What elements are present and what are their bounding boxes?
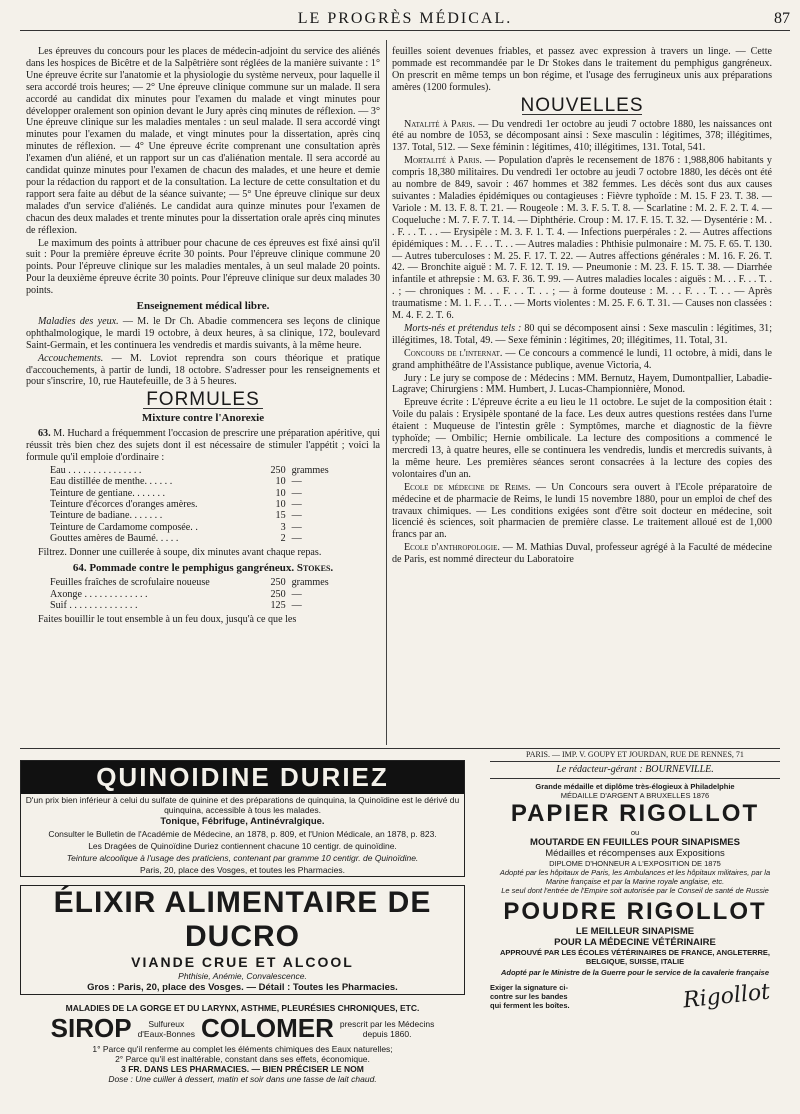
ad-word: prescrit par les Médecins [339,1018,435,1029]
ad-line: Paris, 20, place des Vosges, et toutes les Pharmacies. [139,865,346,875]
recipe-qty: 10 [275,487,286,499]
recipe-qty: 15 [275,510,286,522]
formules-heading: FORMULES [146,389,260,411]
recipe-ing: Feuilles fraîches de scrofulaire noueuse [50,577,210,589]
ad-line: D'un prix bien inférieur à celui du sulfate de quinine et des préparations de quinquina, la Quinoïdine est le dérivé du quinquina, accessible à tous les malades. [25,795,460,815]
recipe-qty: 2 [280,533,286,545]
ad-line: Teinture alcoolique à l'usage des praticiens, contenant par gramme 10 centigr. de Quinoïdine. [66,853,419,863]
recipe-row [50,600,380,611]
ad-line: Consulter le Bulletin de l'Académie de Médecine, an 1878, p. 809, et l'Union Médicale, an 1878, p. 823. [48,829,437,839]
ad-line: APPROUVÉ PAR LES ÉCOLES VÉTÉRINAIRES DE FRANCE, ANGLETERRE, BELGIQUE, SUISSE, ITALIE [499,948,771,966]
lead: Ecole de médecine de Reims. [404,481,531,493]
ad-line: Adopté par le Ministre de la Guerre pour le service de la cavalerie française [500,968,770,977]
body: 80 qui se décomposent ainsi : Sexe masculin : légitimes, 31; illégitimes, 18. Total, 49. — Sexe féminin : légitimes, 20; illégitimes, 11. Total, 31. [392,322,772,346]
ad-line: MALADIES DE LA GORGE ET DU LARYNX, ASTHME, PLEURÉSIES CHRONIQUES, ETC. [65,1003,420,1013]
ad-sub: VIANDE CRUE ET ALCOOL [131,954,354,970]
ad-line: 1° Parce qu'il renferme au complet les éléments chimiques des Eaux naturelles; [92,1044,393,1054]
recipe-row [50,465,380,476]
recipe-unit: — [291,487,302,499]
recipe-row [50,577,380,588]
body: — M. Loviot reprendra son cours théorique et pratique d'accouchements, à partir de lundi, 18 octobre. S'adresser pour les renseignements et pour s'inscrire, 10, rue Hautefeuille, de 3 à 5 heures. [26,352,380,388]
recipe-qty: 250 [270,588,286,600]
lead: Mortalité à Paris. [404,155,482,167]
imprint: PARIS. — IMP. V. GOUPY ET JOURDAN, RUE DE RENNES, 71 [490,750,780,762]
recipe-qty: 125 [270,600,286,612]
ad-line: Le seul dont l'entrée de l'Empire soit autorisée par le Conseil de santé de Russie [501,886,769,895]
page-number: 87 [774,10,790,27]
formula-title: Mixture contre l'Anorexie [141,412,265,425]
recipe-ing: Teinture de gentiane. . . . . . . [50,487,166,499]
recipe-unit: — [291,510,302,522]
recipe-ing: Eau distillée de menthe. . . . . . [50,476,173,488]
ad-word: depuis 1860. [362,1028,412,1039]
section-heading: Enseignement médical libre. [136,300,270,313]
editor-line: Le rédacteur-gérant : BOURNEVILLE. [490,762,780,779]
recipe-qty: 250 [270,464,286,476]
paragraph: Filtrez. Donner une cuillerée à soupe, dix minutes avant chaque repas. [38,546,322,558]
ad-brand: QUINOIDINE DURIEZ [21,761,464,794]
body: — Ce concours a commencé le lundi, 11 octobre, à midi, dans le grand amphithéâtre de l'Assistance publique, avenue Victoria, 4. [392,347,773,371]
ad-line: Médailles et récompenses aux Expositions [545,848,725,859]
right-column [392,46,772,567]
paragraph [392,323,772,347]
paragraph: Les épreuves du concours pour les places de médecin-adjoint du service des aliénés dans les hospices de Bicêtre et de la Salpêtrière sont réglées de la manière suivante : 1° Une épreuve écrite sur l'anatomie et la physiologie du système nerveux, pour laquelle il sera accordé trois heures; — 2° Une épreuve clinique commune sur un malade. Il sera accordé au candidat dix minutes pour l'examen du malade et vingt minutes pour développer oralement son opinion devant le Jury après cinq minutes de réflexion. — 3° Une épreuve clinique sur les maladies mentales : un seul malade. Il sera accordé vingt minutes pour l'examen du malade, et vingt minutes pour la dissertation, après cinq minutes de réflexion. — 4° Une épreuve écrite comprenant une consultation après l'examen d'un aliéné, et un rapport sur un cas d'aliénation mentale. Il sera accordé au candidat quinze minutes pour l'examen de chacun des malades, et une heure et demie pour la rédaction du rapport et de la consultation. La lecture de cette consultation et du rapport sera faite au début de la séance suivante; — 5° Une épreuve clinique sur deux malades d'un service d'aliénés. Le candidat aura quinze minutes pour l'examen de chacun des deux malades et trente minutes pour la dissertation orale après cinq minutes de réflexion. [26,46,380,236]
lead: Morts-nés et prétendus tels : [404,322,522,334]
recipe-ing: Teinture de badiane. . . . . . . [50,510,163,522]
ad-brand: SIROP [50,1013,132,1043]
recipe-unit: — [291,600,302,612]
recipe-row [50,499,380,510]
recipe-qty: 250 [270,577,286,589]
author: Stokes. [296,561,334,574]
ads-left [20,760,465,1084]
body: — Population d'après le recensement de 1876 : 1,988,806 habitants y compris 18,380 militaires. Du vendredi 1er octobre au jeudi 7 octobre 1880, les décès ont été au nombre de 849, savoir : 467 hommes et 382 femmes. Les décès sont dus aux causes suivantes : Maladies épidémiques ou contagieuses : Fièvre typhoïde : M. 15. F 23. T. 38. — Variole : M. 13. F. 8. T. 21. — Rougeole : M. 3. F. 5. T. 8. — Scarlatine : M. 2. F. 2. T. 4. — Coqueluche : M. 7. F. 7. T. 14. — Diphthérie. Croup : M. 17. F. 15. T. 32. — Dysentérie : M. . . F. . . T. . . — Erysipèle : M. 3. F. 1. T. 4. — Infections puerpérales : 2. — Autres affections épidémiques : M. . . F. . . T. . . — Autres maladies : Phthisie pulmonaire : M. 75. F. 65. T. 130. — Autres tuberculoses : M. 25. F. 17. T. 22. — Autres affections générales : M. 16. F. 26. T. 42. — Bronchite aiguë : M. 7. F. 12. T. 19. — Pneumonie : M. 23. F. 15. T. 38. — Diarrhée infantile et athrepsie : M. 63. F. 36. T. 99. — Autres maladies locales : aiguës : M. . . F. . . T. . . ; — chroniques : M. . . F. . . T. . . ; — à forme douteuse : M. . . F. . . T. . . — Après traumatisme : M. 1. F. . . T. . . — Morts violentes : M. 25. F. 6. T. 31. — Causes non classées : M. 4. F. 2. T. 6. [392,155,772,322]
ad-elixir [20,885,465,995]
recipe-ing: Eau . . . . . . . . . . . . . . . [50,464,142,476]
lead: Ecole d'anthropologie. [404,542,500,554]
paragraph [392,348,772,372]
ad-brand: ÉLIXIR ALIMENTAIRE DE DUCRO [53,886,432,953]
ad-line: Gros : Paris, 20, place des Vosges. — Détail : Toutes les Pharmacies. [87,982,398,993]
ad-line: 2° Parce qu'il est inaltérable, constant dans ses effets, économique. [115,1054,370,1064]
ad-line: 3 FR. DANS LES PHARMACIES. — BIEN PRÉCISER LE NOM [121,1064,364,1074]
ad-line: Phthisie, Anémie, Convalescence. [178,971,307,981]
recipe-unit: — [291,521,302,533]
ad-brand: POUDRE RIGOLLOT [503,898,767,925]
ad-line: Tonique, Fébrifuge, Antinévralgique. [160,816,325,827]
paragraph [26,428,380,464]
ad-line: Dose : Une cuiller à dessert, matin et soir dans une tasse de lait chaud. [108,1074,377,1084]
nouvelles-heading: NOUVELLES [520,94,644,116]
ad-brand-row [20,1013,465,1044]
lead: Natalité à Paris. [404,118,476,130]
recipe-row [50,533,380,544]
recipe-qty: 10 [275,476,286,488]
ad-line: ou [630,828,640,837]
recipe-qty: 3 [280,521,286,533]
column-divider [386,40,387,745]
lead: Accouchements. [38,352,104,364]
body: — Du vendredi 1er octobre au jeudi 7 octobre 1880, les naissances ont été au nombre de 1053, se décomposant ainsi : Sexe masculin : légitimes, 378; illégitimes, 137. Total, 512. — Sexe féminin : légitimes, 410; illégitimes, 131. Total, 541. [392,118,772,154]
journal-title: LE PROGRÈS MÉDICAL. [297,10,513,27]
title-text: 64. Pommade contre le pemphigus gangréneux. [72,561,295,574]
paragraph [392,155,772,322]
recipe-row [50,476,380,487]
page-header [20,8,790,31]
recipe-ing: Teinture d'écorces d'oranges amères. [50,499,198,511]
recipe-qty: 10 [275,499,286,511]
paragraph [392,482,772,542]
ad-rigollot [490,782,780,1014]
paragraph [392,542,772,566]
paragraph: feuilles soient devenues friables, et passez avec expression à travers un linge. — Cette pommade est recommandée par le Dr Stokes dans le traitement du pemphigus gangréneux. On prescrit en même temps un bon régime, et l'usage des ferrugineux unis aux préparations amères (1200 formules). [392,46,772,93]
recipe-row [50,522,380,533]
recipe-63 [50,465,380,545]
formula-title [26,563,380,575]
paragraph [392,119,772,155]
recipe-64 [50,577,380,611]
ad-line: Adopté par les hôpitaux de Paris, les Ambulances et les hôpitaux militaires, par la Marine française et par la Marine royale anglaise, etc. [499,868,771,886]
paragraph: Jury : Le jury se compose de : Médecins : MM. Bernutz, Hayem, Dumontpallier, Labadie-Lagrave; Chirurgiens : MM. Humbert, J. Lucas-Championnière, Monod. [392,372,772,396]
ad-line: MÉDAILLE D'ARGENT A BRUXELLES 1876 [560,791,710,800]
recipe-row [50,510,380,521]
recipe-row [50,589,380,600]
body: — Un Concours sera ouvert à l'Ecole préparatoire de médecine et de pharmacie de Reims, le lundi 15 novembre 1880, pour un emploi de chef des travaux chimiques. — Les conditions exigées sont d'être soit docteur en médecine, soit licencié ès sciences, soit pharmacien de première classe. Le traitement alloué est de 1,000 francs par an. [392,481,772,541]
paragraph: Faites bouillir le tout ensemble à un feu doux, jusqu'à ce que les [38,613,297,625]
ad-qualifier [138,1019,195,1039]
ad-line: MOUTARDE EN FEUILLES POUR SINAPISMES [530,837,740,848]
ad-word: d'Eaux-Bonnes [137,1028,195,1039]
ad-qualifier [340,1019,434,1039]
signature-row [490,979,780,1014]
ad-line: DIPLOME D'HONNEUR A L'EXPOSITION DE 1875 [549,859,721,868]
recipe-unit: — [291,476,302,488]
ad-word: Sulfureux [148,1018,185,1029]
lead: Maladies des yeux. [38,315,119,327]
ad-brand: COLOMER [200,1013,334,1043]
recipe-unit: — [291,499,302,511]
ad-quinoidine [20,760,465,877]
recipe-ing: Teinture de Cardamome composée. . [50,521,198,533]
left-column [26,46,380,627]
paragraph: Le maximum des points à attribuer pour chacune de ces épreuves est fixé ainsi qu'il suit : Pour la première épreuve écrite 30 points. Pour l'épreuve clinique commune 20 points. Pour l'épreuve clinique sur les maladies mentales, à un seul malade 20 points. Pour la deuxième épreuve écrite 30 points. Pour l'épreuve clinique sur deux malades 30 points. [26,237,380,297]
recipe-unit: grammes [291,577,329,589]
ad-line: Les Dragées de Quinoïdine Duriez contiennent chacune 10 centigr. de quinoïdine. [88,841,397,851]
recipe-ing: Axonge . . . . . . . . . . . . . [50,588,148,600]
paragraph [26,353,380,389]
recipe-unit: grammes [291,464,329,476]
paragraph [26,316,380,352]
ads-right [490,750,780,1014]
recipe-unit: — [291,533,302,545]
ad-line: POUR LA MÉDECINE VÉTÉRINAIRE [554,937,716,948]
body: M. Huchard a fréquemment l'occasion de prescrire une préparation apéritive, qui réussit très bien chez des sujets dont il est nécessaire de stimuler l'appétit ; voici la formule qu'il emploie d'ordinaire : [26,428,380,463]
recipe-row [50,488,380,499]
ad-line: LE MEILLEUR SINAPISME [575,926,695,937]
ad-line: Exiger la signature ci-contre sur les bandes qui ferment les boîtes. [490,983,570,1010]
ads-divider [20,748,780,749]
body: — M. le Dr Ch. Abadie commencera ses leçons de clinique ophthalmologique, le mardi 19 octobre, à deux heures, à sa clinique, 172, boulevard Saint-Germain, et les continuera les vendredis et mardis suivants, à la même heure. [26,315,380,351]
lead: Concours de l'internat. [404,347,503,359]
recipe-ing: Suif . . . . . . . . . . . . . . [50,600,138,612]
recipe-ing: Gouttes amères de Baumé. . . . . [50,533,179,545]
ad-sirop [20,1003,465,1084]
formula-number: 63. [38,428,51,440]
signature: Rigollot [681,979,772,1014]
ad-line: Grande médaille et diplôme très-élogieux à Philadelphie [535,782,735,791]
paragraph: Epreuve écrite : L'épreuve écrite a eu lieu le 11 octobre. Le sujet de la composition était : Voile du palais : Erysipèle spontané de la face. Les deux autres questions restées dans l'urne étaient : Muqueuse de l'intestin grêle : Symptômes, marche et diagnostic de la fièvre typhoïde; — Ombilic; Hernie ombilicale. La lecture des compositions a commencé le mercredi 13, à quatre heures, elle se continuera les vendredis, lundis et mercredis suivants, à la même heure. Les premières séances seront consacrées à la lecture des copies des volontaires d'un an. [392,397,772,480]
recipe-unit: — [291,588,302,600]
body: — M. Mathias Duval, professeur agrégé à la Faculté de médecine de Paris, est nommé directeur du Laboratoire [392,542,772,566]
ad-brand: PAPIER RIGOLLOT [510,800,760,827]
